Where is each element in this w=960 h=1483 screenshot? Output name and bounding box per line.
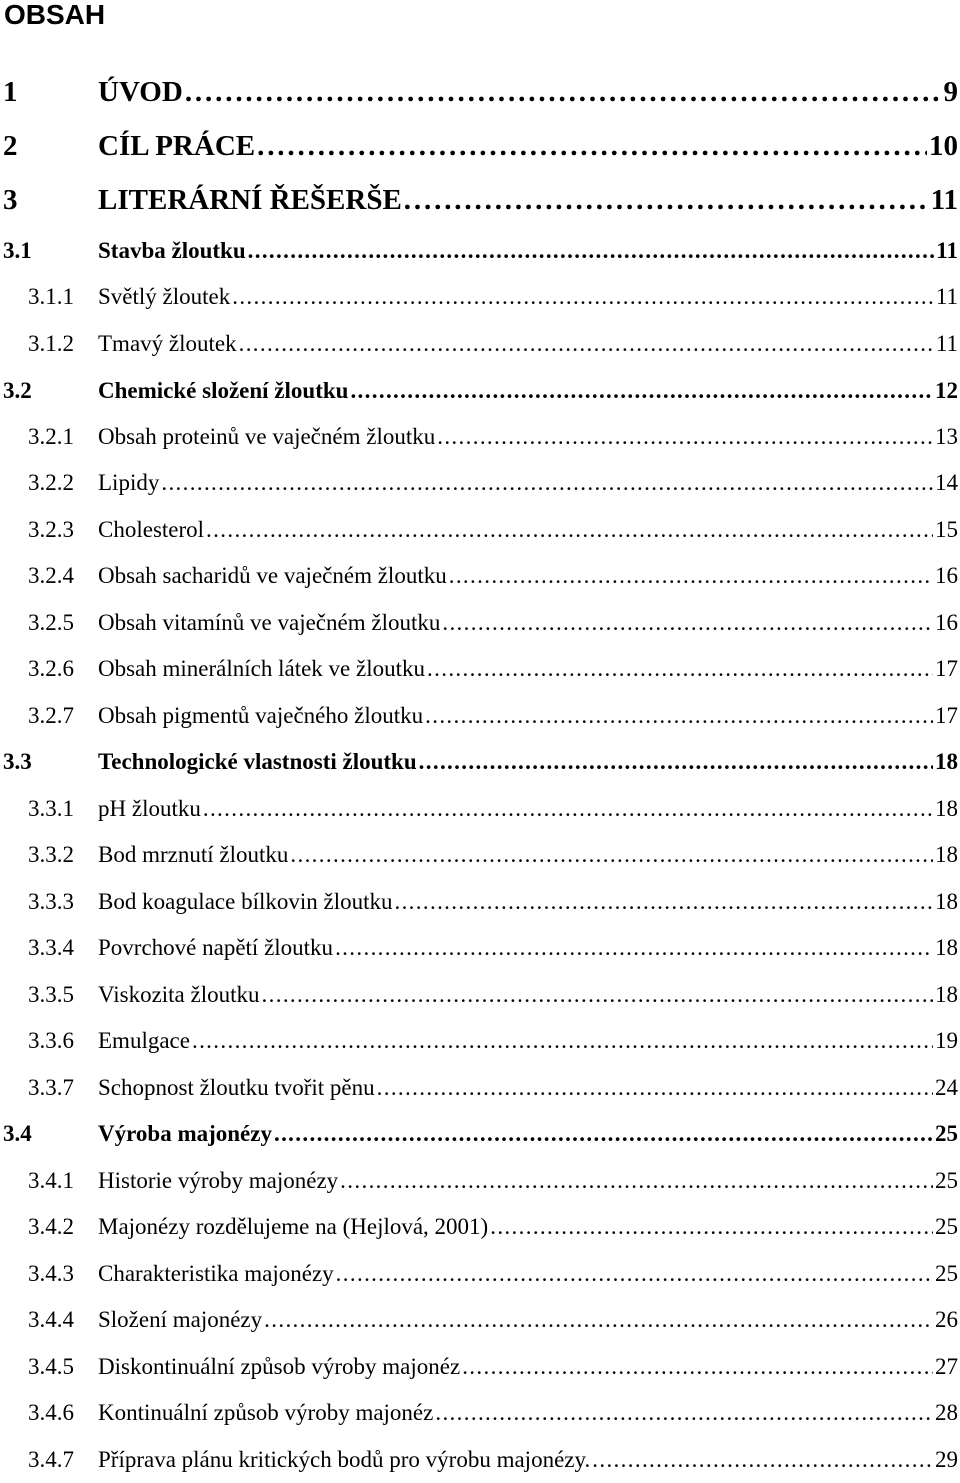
toc-entry-page: 16	[935, 610, 958, 635]
toc-entry-page: 11	[930, 184, 958, 216]
dot-leader	[274, 1121, 933, 1147]
toc-entry-number: 3.2.2	[28, 470, 74, 495]
toc-entry-number: 3.3.1	[28, 796, 74, 821]
dot-leader	[336, 1261, 933, 1287]
toc-entry-page: 29	[935, 1447, 958, 1472]
toc-entry-title: Chemické složení žloutku	[98, 378, 349, 403]
dot-leader	[437, 424, 933, 450]
toc-entry-number: 3.4.6	[28, 1400, 74, 1425]
dot-leader	[248, 238, 935, 264]
dot-leader	[262, 982, 933, 1008]
dot-leader	[185, 76, 942, 109]
toc-entry-title: Tmavý žloutek	[98, 331, 237, 356]
toc-entry-number: 3.3	[3, 749, 32, 774]
dot-leader	[239, 331, 934, 357]
toc-entry-number: 3.2.7	[28, 703, 74, 728]
toc-entry-page: 17	[935, 703, 958, 728]
toc-entry[interactable]	[0, 470, 960, 504]
toc-entry[interactable]	[0, 1354, 960, 1388]
toc-entry[interactable]	[0, 982, 960, 1016]
toc-entry[interactable]	[0, 76, 960, 116]
toc-entry-title: Světlý žloutek	[98, 284, 231, 309]
toc-entry-page: 16	[935, 563, 958, 588]
toc-entry-page: 25	[935, 1261, 958, 1286]
toc-entry[interactable]	[0, 656, 960, 690]
toc-entry[interactable]	[0, 1075, 960, 1109]
toc-entry-title: Obsah pigmentů vaječného žloutku	[98, 703, 424, 728]
toc-entry[interactable]	[0, 424, 960, 458]
toc-entry-title: Obsah vitamínů ve vaječném žloutku	[98, 610, 441, 635]
dot-leader	[192, 1028, 933, 1054]
toc-entry-title: Bod koagulace bílkovin žloutku	[98, 889, 393, 914]
toc-entry-page: 25	[935, 1214, 958, 1239]
dot-leader	[404, 184, 929, 217]
page-title: OBSAH	[4, 0, 106, 30]
toc-entry-number: 3.4.4	[28, 1307, 74, 1332]
toc-entry-number: 3.4	[3, 1121, 32, 1146]
toc-entry[interactable]	[0, 184, 960, 224]
dot-leader	[335, 935, 933, 961]
toc-entry-title: Schopnost žloutku tvořit pěnu	[98, 1075, 375, 1100]
dot-leader	[592, 1447, 933, 1473]
toc-entry[interactable]	[0, 610, 960, 644]
dot-leader	[206, 517, 933, 543]
toc-entry[interactable]	[0, 889, 960, 923]
toc-entry-number: 3.4.5	[28, 1354, 74, 1379]
toc-entry-page: 25	[935, 1121, 958, 1146]
toc-entry-number: 3.4.3	[28, 1261, 74, 1286]
dot-leader	[490, 1214, 933, 1240]
toc-entry-number: 3.3.5	[28, 982, 74, 1007]
toc-entry-title: Obsah proteinů ve vaječném žloutku	[98, 424, 436, 449]
toc-entry-title: Obsah sacharidů ve vaječném žloutku	[98, 563, 447, 588]
toc-entry[interactable]	[0, 1121, 960, 1155]
toc-entry-page: 18	[935, 796, 958, 821]
dot-leader	[449, 563, 933, 589]
toc-entry[interactable]	[0, 331, 960, 365]
toc-entry-page: 14	[935, 470, 958, 495]
dot-leader	[203, 796, 933, 822]
toc-entry[interactable]	[0, 1168, 960, 1202]
toc-entry-title: Příprava plánu kritických bodů pro výrobu majonézy.	[98, 1447, 591, 1472]
toc-entry-page: 11	[935, 284, 958, 309]
toc-entry[interactable]	[0, 1214, 960, 1248]
toc-entry-number: 3	[3, 184, 18, 216]
toc-entry-page: 18	[935, 982, 958, 1007]
toc-entry[interactable]	[0, 563, 960, 597]
toc-entry-number: 2	[3, 130, 18, 162]
toc-entry-page: 18	[935, 935, 958, 960]
toc-entry-title: Lipidy	[98, 470, 160, 495]
dot-leader	[264, 1307, 933, 1333]
dot-leader	[394, 889, 933, 915]
toc-entry[interactable]	[0, 517, 960, 551]
toc-entry[interactable]	[0, 1261, 960, 1295]
toc-entry-number: 3.4.7	[28, 1447, 74, 1472]
toc-entry-number: 3.4.2	[28, 1214, 74, 1239]
toc-entry-title: Povrchové napětí žloutku	[98, 935, 334, 960]
toc-entry-number: 3.3.6	[28, 1028, 74, 1053]
toc-entry[interactable]	[0, 1400, 960, 1434]
toc-entry-number: 3.2.1	[28, 424, 74, 449]
toc-entry[interactable]	[0, 130, 960, 170]
dot-leader	[161, 470, 933, 496]
toc-entry-number: 3.2	[3, 378, 32, 403]
toc-entry-number: 3.1.1	[28, 284, 74, 309]
toc-entry-page: 18	[935, 889, 958, 914]
toc-entry[interactable]	[0, 796, 960, 830]
dot-leader	[462, 1354, 933, 1380]
toc-entry-title: LITERÁRNÍ ŘEŠERŠE	[98, 184, 402, 216]
dot-leader	[442, 610, 933, 636]
toc-entry-number: 3.4.1	[28, 1168, 74, 1193]
toc-entry[interactable]	[0, 378, 960, 412]
toc-entry[interactable]	[0, 703, 960, 737]
dot-leader	[425, 703, 933, 729]
toc-entry-number: 1	[3, 76, 18, 108]
toc-entry-title: Majonézy rozdělujeme na (Hejlová, 2001)	[98, 1214, 489, 1239]
toc-entry-title: Emulgace	[98, 1028, 190, 1053]
dot-leader	[427, 656, 933, 682]
toc-entry-page: 10	[929, 130, 958, 162]
toc-entry-number: 3.3.2	[28, 842, 74, 867]
dot-leader	[350, 378, 933, 404]
dot-leader	[419, 749, 933, 775]
toc-entry-number: 3.2.5	[28, 610, 74, 635]
toc-entry-title: Technologické vlastnosti žloutku	[98, 749, 417, 774]
toc-entry-page: 26	[935, 1307, 958, 1332]
toc-entry-page: 18	[935, 842, 958, 867]
toc-entry-title: Složení majonézy	[98, 1307, 263, 1332]
toc-entry-title: ÚVOD	[98, 76, 183, 108]
toc-entry-page: 13	[935, 424, 958, 449]
toc-entry-number: 3.2.6	[28, 656, 74, 681]
toc-entry-number: 3.3.3	[28, 889, 74, 914]
toc-entry-title: Obsah minerálních látek ve žloutku	[98, 656, 426, 681]
toc-entry-title: Bod mrznutí žloutku	[98, 842, 289, 867]
toc-entry-title: Cholesterol	[98, 517, 205, 542]
dot-leader	[340, 1168, 933, 1194]
toc-entry-title: CÍL PRÁCE	[98, 130, 256, 162]
toc-entry-page: 19	[935, 1028, 958, 1053]
toc-entry-number: 3.2.4	[28, 563, 74, 588]
toc-entry-number: 3.2.3	[28, 517, 74, 542]
toc-entry-page: 12	[935, 378, 958, 403]
dot-leader	[290, 842, 933, 868]
toc-entry-title: Kontinuální způsob výroby majonéz	[98, 1400, 434, 1425]
toc-entry-title: Historie výroby majonézy	[98, 1168, 339, 1193]
dot-leader	[435, 1400, 933, 1426]
dot-leader	[257, 130, 927, 163]
toc-entry-title: Viskozita žloutku	[98, 982, 260, 1007]
toc-entry[interactable]	[0, 749, 960, 783]
toc-entry-page: 18	[935, 749, 958, 774]
toc-entry[interactable]	[0, 284, 960, 318]
toc-entry-page: 11	[936, 238, 958, 263]
toc-entry-page: 17	[935, 656, 958, 681]
toc-entry-number: 3.3.4	[28, 935, 74, 960]
toc-entry[interactable]	[0, 1307, 960, 1341]
toc-entry[interactable]	[0, 842, 960, 876]
toc-entry-title: Výroba majonézy	[98, 1121, 272, 1146]
dot-leader	[232, 284, 934, 310]
toc-entry-title: pH žloutku	[98, 796, 201, 821]
toc-entry[interactable]	[0, 1447, 960, 1481]
toc-entry[interactable]	[0, 935, 960, 969]
toc-entry-number: 3.1	[3, 238, 32, 263]
toc-entry-title: Stavba žloutku	[98, 238, 246, 263]
toc-entry[interactable]	[0, 238, 960, 272]
toc-entry-number: 3.1.2	[28, 331, 74, 356]
toc-entry[interactable]	[0, 1028, 960, 1062]
toc-entry-page: 9	[943, 76, 958, 108]
toc-entry-page: 24	[935, 1075, 958, 1100]
toc-entry-page: 27	[935, 1354, 958, 1379]
toc-entry-page: 15	[935, 517, 958, 542]
toc-entry-page: 28	[935, 1400, 958, 1425]
toc-entry-title: Diskontinuální způsob výroby majonéz	[98, 1354, 461, 1379]
toc-entry-number: 3.3.7	[28, 1075, 74, 1100]
toc-entry-page: 25	[935, 1168, 958, 1193]
toc-entry-page: 11	[935, 331, 958, 356]
toc-entry-title: Charakteristika majonézy	[98, 1261, 334, 1286]
dot-leader	[377, 1075, 933, 1101]
